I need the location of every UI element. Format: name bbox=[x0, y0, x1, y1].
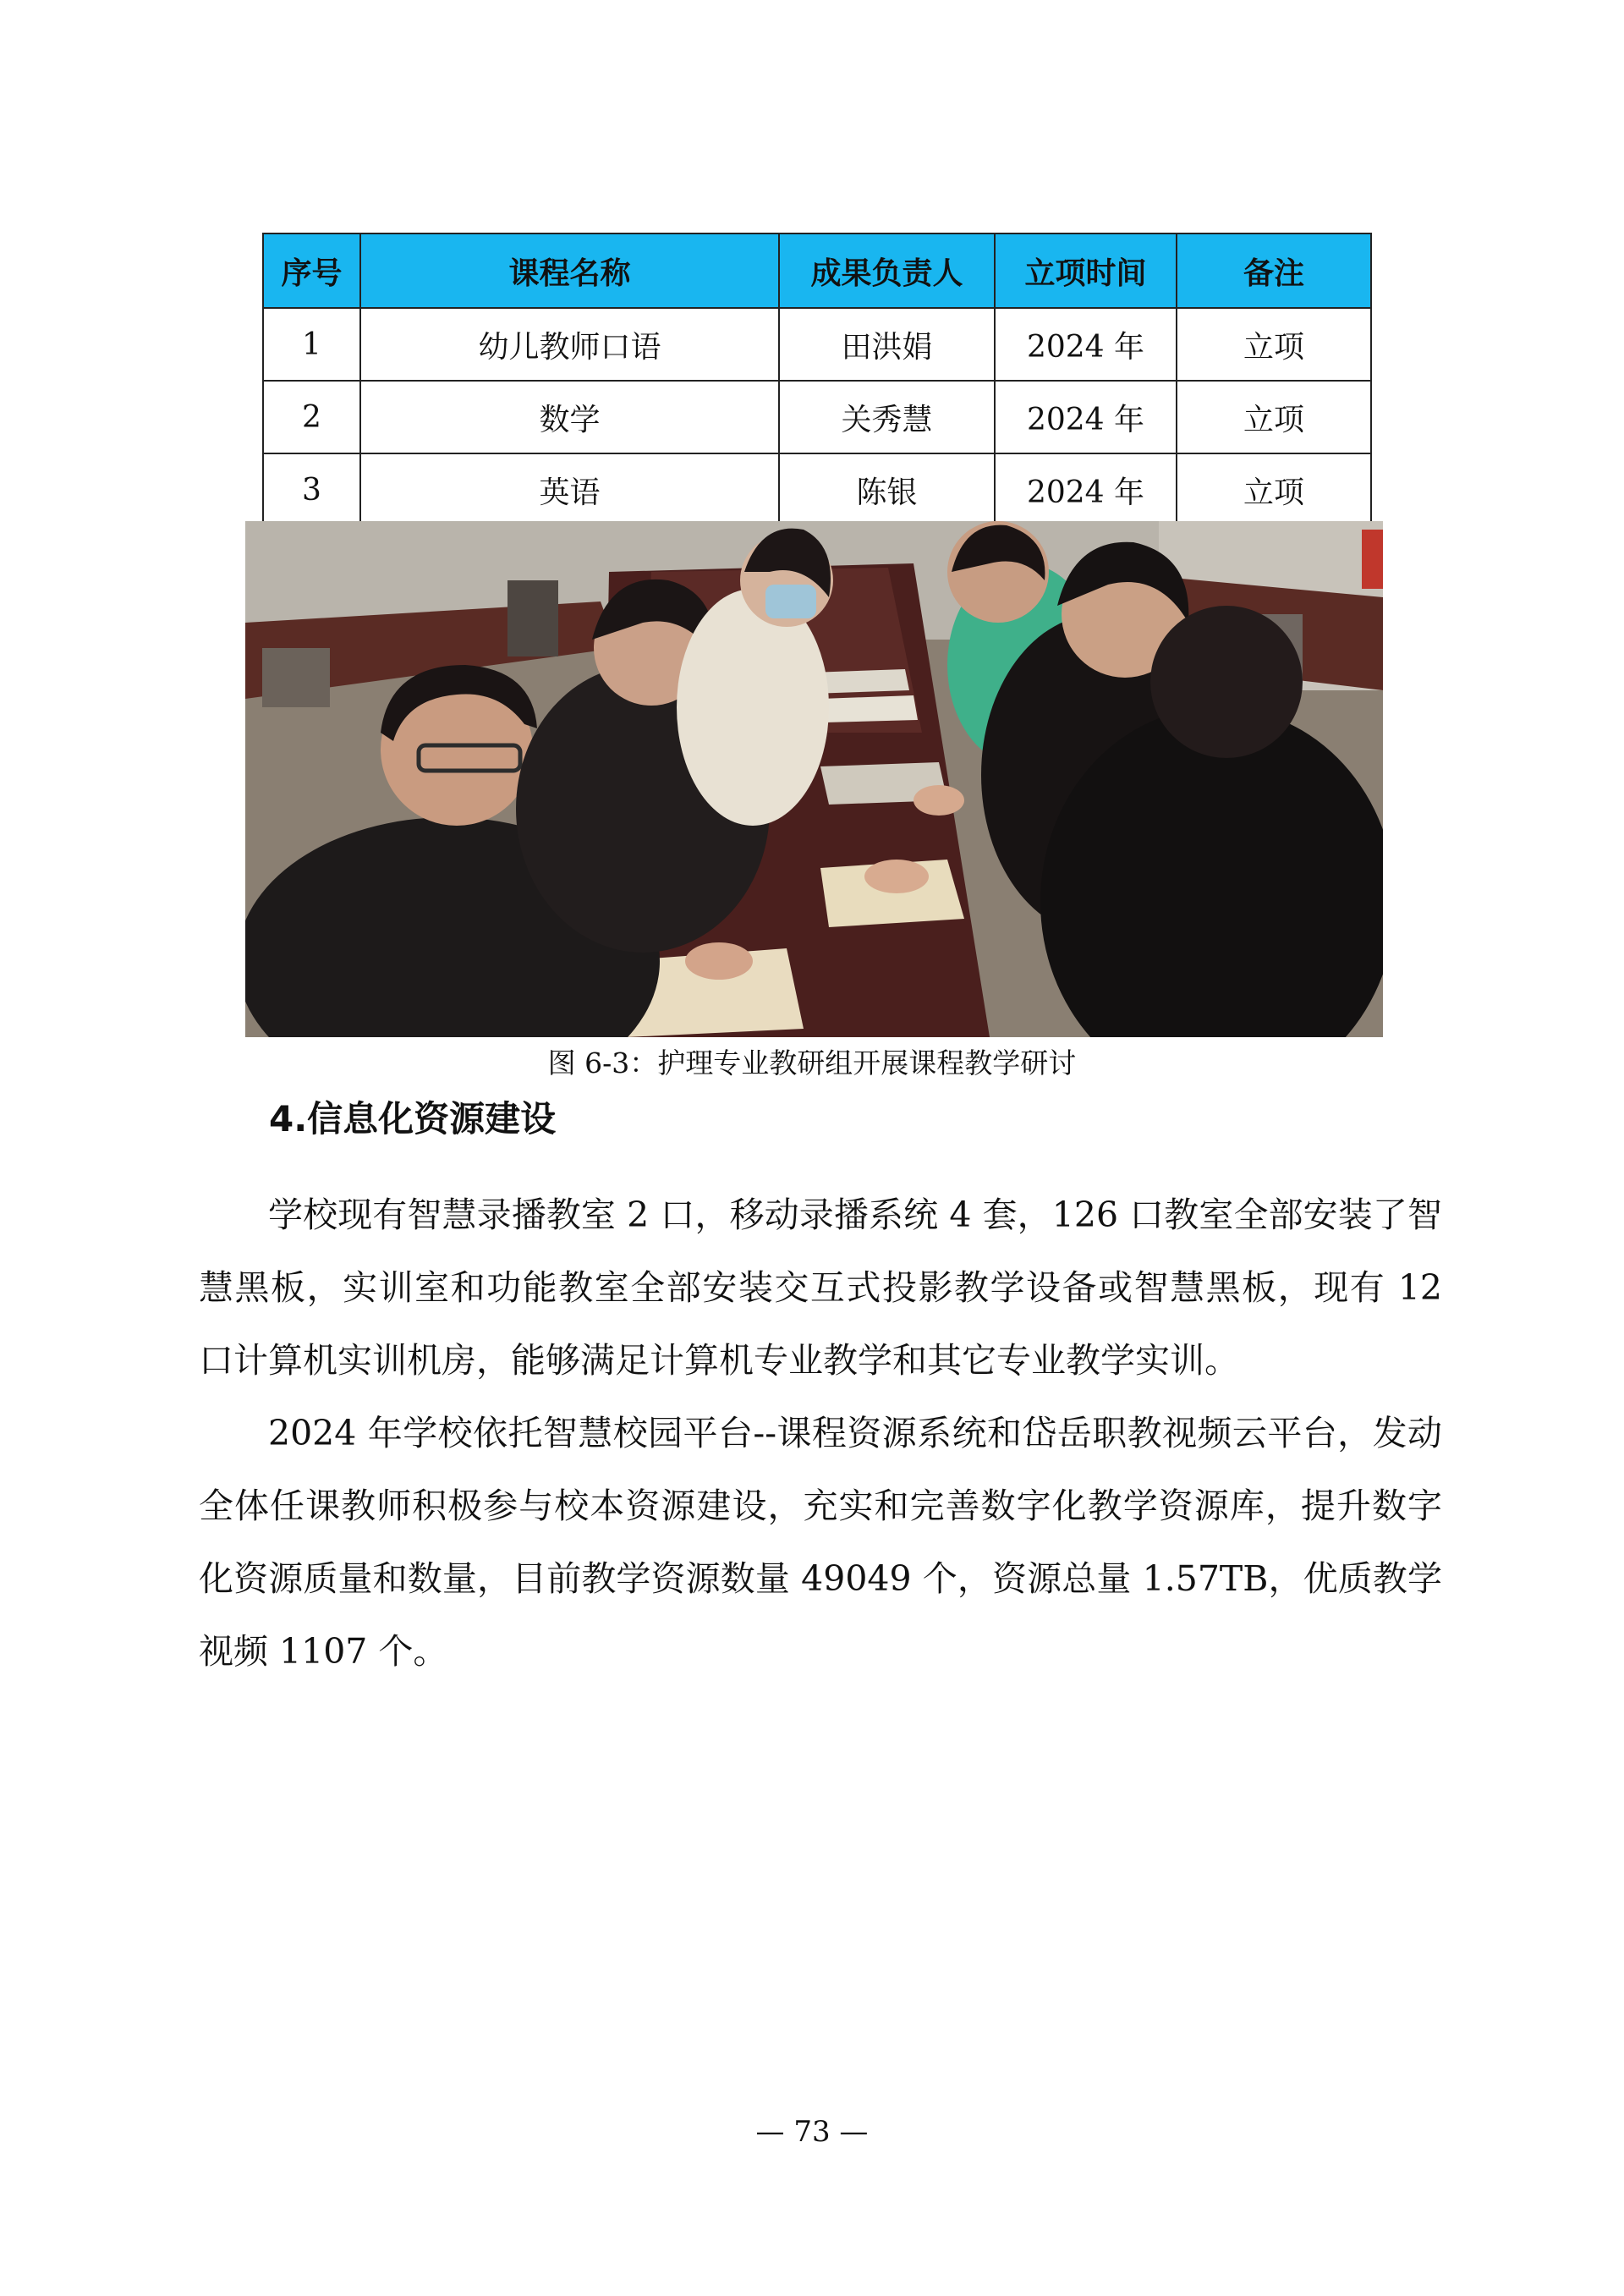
table-row bbox=[263, 308, 1371, 381]
paragraph-1: 学校现有智慧录播教室 2 口，移动录播系统 4 套，126 口教室全部安装了智慧黑板，实训室和功能教室全部安装交互式投影教学设备或智慧黑板，现有 12 口计算机实训机房，能够满足计算机专业教学和其它专业教学实训。 bbox=[199, 1195, 1442, 1381]
cell-owner: 陈银 bbox=[779, 453, 995, 526]
header-course-name: 课程名称 bbox=[360, 233, 779, 308]
page-number: — 73 — bbox=[755, 2115, 869, 2149]
header-remark: 备注 bbox=[1177, 233, 1371, 308]
cell-owner: 田洪娟 bbox=[779, 308, 995, 381]
cell-remark: 立项 bbox=[1177, 381, 1371, 453]
meeting-photo bbox=[245, 521, 1383, 1037]
table-row bbox=[263, 381, 1371, 453]
paragraph-2: 2024 年学校依托智慧校园平台--课程资源系统和岱岳职教视频云平台，发动全体任课教师积极参与校本资源建设，充实和完善数字化教学资源库，提升数字化资源质量和数量，目前教学资源数量 49049 个，资源总量 1.57TB，优质教学视频 1107 个。 bbox=[199, 1413, 1442, 1672]
cell-date: 2024 年 bbox=[995, 453, 1177, 526]
header-date: 立项时间 bbox=[995, 233, 1177, 308]
cell-remark: 立项 bbox=[1177, 453, 1371, 526]
cell-index: 3 bbox=[263, 453, 360, 526]
cell-index: 1 bbox=[263, 308, 360, 381]
cell-index: 2 bbox=[263, 381, 360, 453]
meeting-photo-illustration bbox=[245, 521, 1383, 1037]
cell-date: 2024 年 bbox=[995, 308, 1177, 381]
section-heading: 4.信息化资源建设 bbox=[269, 1098, 557, 1140]
cell-course-name: 幼儿教师口语 bbox=[360, 308, 779, 381]
cell-course-name: 英语 bbox=[360, 453, 779, 526]
header-index: 序号 bbox=[263, 233, 360, 308]
cell-remark: 立项 bbox=[1177, 308, 1371, 381]
table-row bbox=[263, 453, 1371, 526]
header-owner: 成果负责人 bbox=[779, 233, 995, 308]
course-table bbox=[262, 233, 1372, 527]
cell-owner: 关秀慧 bbox=[779, 381, 995, 453]
table-header-row bbox=[263, 233, 1371, 308]
cell-course-name: 数学 bbox=[360, 381, 779, 453]
figure-caption: 图 6-3：护理专业教研组开展课程教学研讨 bbox=[547, 1046, 1077, 1079]
cell-date: 2024 年 bbox=[995, 381, 1177, 453]
